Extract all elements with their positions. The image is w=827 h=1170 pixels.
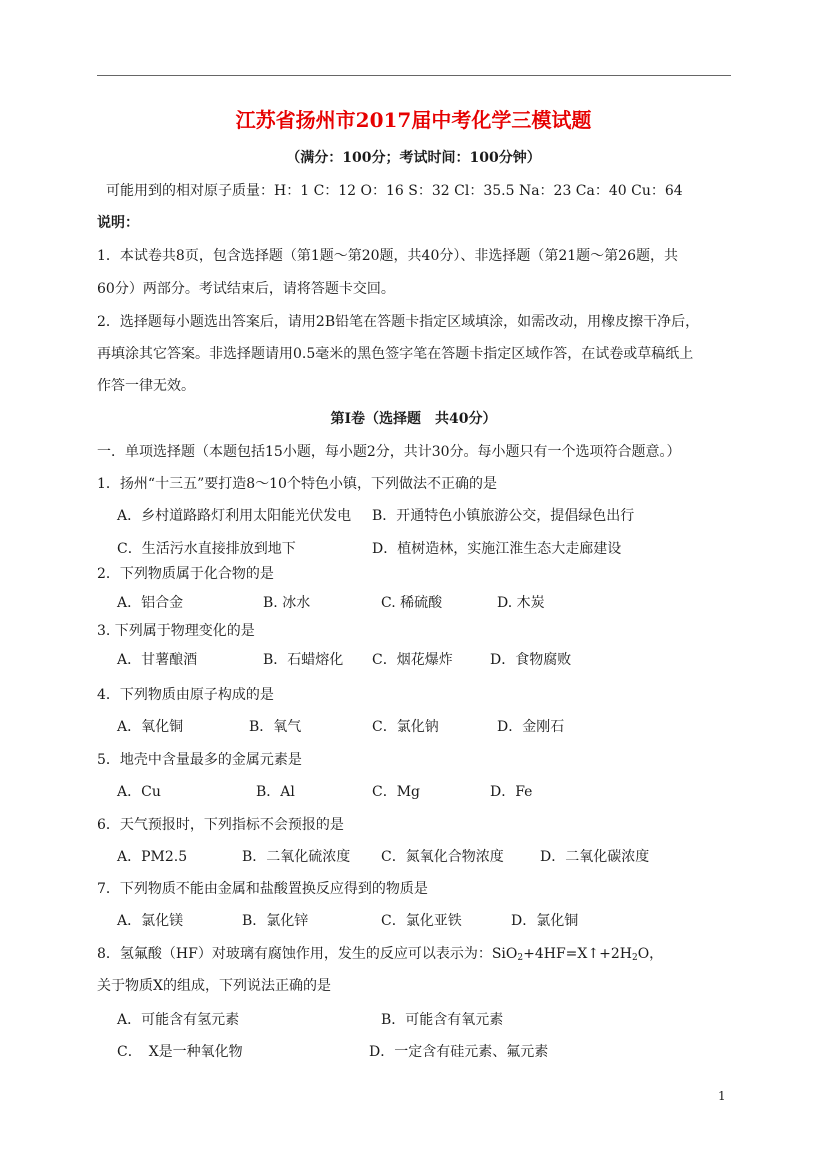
question-3-stem: 3. 下列属于物理变化的是 — [97, 623, 255, 639]
question-4-option-d: D．金刚石 — [497, 719, 565, 735]
question-6-option-b: B．二氧化硫浓度 — [242, 849, 351, 865]
exam-subtitle: （满分：100分；考试时间：100分钟） — [286, 150, 541, 166]
question-8-option-a: A．可能含有氢元素 — [117, 1012, 240, 1028]
question-8-option-b: B．可能含有氧元素 — [381, 1012, 504, 1028]
question-4-option-c: C．氯化钠 — [372, 719, 439, 735]
notes-line-4: 再填涂其它答案。非选择题请用0.5毫米的黑色签字笔在答题卡指定区域作答，在试卷或草稿纸上 — [97, 346, 694, 362]
question-2-option-c: C. 稀硫酸 — [381, 595, 443, 611]
question-7-option-d: D．氯化铜 — [511, 913, 579, 929]
question-5-option-a: A．Cu — [117, 784, 161, 800]
question-4-option-a: A．氧化铜 — [117, 719, 184, 735]
question-4-option-b: B．氧气 — [249, 719, 302, 735]
question-5-option-b: B．Al — [256, 784, 295, 800]
question-6-stem: 6．天气预报时，下列指标不会预报的是 — [97, 817, 344, 833]
question-3-option-a: A．甘薯酿酒 — [117, 652, 198, 668]
header-rule — [97, 75, 731, 76]
question-7-option-c: C．氯化亚铁 — [381, 913, 462, 929]
question-4-stem: 4．下列物质由原子构成的是 — [97, 687, 274, 703]
question-7-option-b: B．氯化锌 — [242, 913, 309, 929]
page-number: 1 — [718, 1089, 726, 1103]
question-2-option-a: A．铝合金 — [117, 595, 184, 611]
question-3-option-b: B．石蜡熔化 — [263, 652, 344, 668]
question-8-option-d: D．一定含有硅元素、氟元素 — [369, 1044, 549, 1060]
question-8-stem — [97, 944, 663, 964]
question-7-stem: 7．下列物质不能由金属和盐酸置换反应得到的物质是 — [97, 881, 428, 897]
question-8-subscript-2: 2 — [631, 953, 638, 963]
question-5-option-d: D．Fe — [490, 784, 533, 800]
notes-heading: 说明： — [97, 215, 139, 231]
question-2-option-d: D. 木炭 — [497, 595, 545, 611]
question-8-subscript-1: 2 — [517, 953, 524, 963]
question-8-stem-part-b: +4HF=X↑+2H — [523, 946, 632, 962]
question-1-option-d: D．植树造林，实施江淮生态大走廊建设 — [372, 541, 622, 557]
question-6-option-a: A．PM2.5 — [117, 849, 188, 865]
question-1-option-b: B．开通特色小镇旅游公交，提倡绿色出行 — [372, 508, 635, 524]
question-8-stem-part-c: O， — [637, 946, 664, 962]
section-instruction: 一．单项选择题（本题包括15小题，每小题2分，共计30分。每小题只有一个选项符合题意。） — [97, 444, 681, 460]
notes-line-1: 1．本试卷共8页，包含选择题（第1题～第20题，共40分）、非选择题（第21题～第26题，共 — [97, 248, 678, 264]
question-1-option-c: C．生活污水直接排放到地下 — [117, 541, 296, 557]
notes-line-2: 60分）两部分。考试结束后，请将答题卡交回。 — [97, 281, 395, 297]
question-5-option-c: C．Mg — [372, 784, 421, 800]
question-3-option-d: D．食物腐败 — [490, 652, 572, 668]
question-1-option-a: A．乡村道路路灯利用太阳能光伏发电 — [117, 508, 352, 524]
question-6-option-c: C．氮氧化合物浓度 — [381, 849, 504, 865]
section-title: 第Ⅰ卷（选择题 共40分） — [330, 411, 497, 427]
question-2-option-b: B. 冰水 — [263, 595, 311, 611]
question-8-stem-part-a: 8．氢氟酸（HF）对玻璃有腐蚀作用，发生的反应可以表示为：SiO — [97, 946, 518, 962]
notes-line-3: 2．选择题每小题选出答案后，请用2B铅笔在答题卡指定区域填涂，如需改动，用橡皮擦干净后， — [97, 314, 700, 330]
question-3-option-c: C．烟花爆炸 — [372, 652, 453, 668]
notes-line-5: 作答一律无效。 — [97, 378, 195, 394]
question-1-stem: 1．扬州“十三五”要打造8～10个特色小镇，下列做法不正确的是 — [97, 476, 497, 492]
question-8-option-c: C． X是一种氧化物 — [117, 1044, 243, 1060]
question-8-stem-line-2: 关于物质X的组成，下列说法正确的是 — [97, 978, 331, 994]
question-7-option-a: A．氯化镁 — [117, 913, 184, 929]
question-6-option-d: D．二氧化碳浓度 — [540, 849, 650, 865]
question-2-stem: 2．下列物质属于化合物的是 — [97, 566, 274, 582]
exam-title: 江苏省扬州市2017届中考化学三模试题 — [235, 108, 592, 132]
question-5-stem: 5．地壳中含量最多的金属元素是 — [97, 752, 302, 768]
atomic-masses: 可能用到的相对原子质量：H：1 C：12 O：16 S：32 Cl：35.5 Na：23 Ca：40 Cu：64 — [106, 183, 683, 199]
